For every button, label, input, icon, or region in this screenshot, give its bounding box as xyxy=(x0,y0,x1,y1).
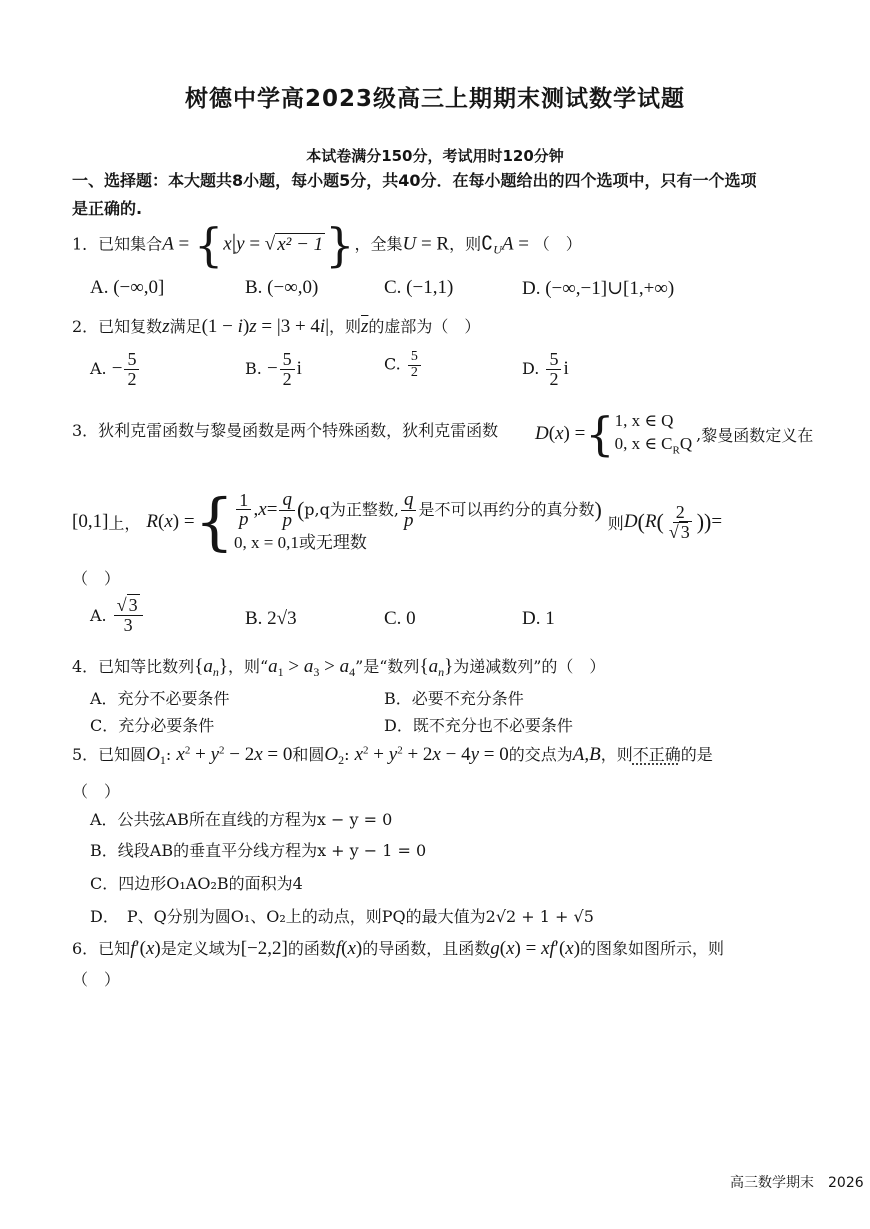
riemann-definition: [0,1] 上， R ( x ) = { $\frac{1}{p}$ , x = $\frac{q}{p}$ ( p,q为正整数, $\frac{q}{p}$ 是不可以再约分的真分数 ) 0, x = 0,1或无理数 则 D ( R ( $\frac{2}{√ 3}$ )) = xyxy=(72,485,723,559)
q1-option-c: C. (−1,1) xyxy=(384,277,454,298)
question-2: 2．已知复数z满足(1 − i)z = |3 + 4i|，则$\overline{z}$的虚部为（ ） xyxy=(72,316,481,337)
q2-option-b: B. − $\frac{5}{2}$ i xyxy=(245,349,302,389)
dirichlet-definition: D ( x ) = { 1, x ∈ Q 0, x ∈ $C_RQ$ , 黎曼函数定义在 xyxy=(535,407,814,462)
question-3: 3．狄利克雷函数与黎曼函数是两个特殊函数，狄利克雷函数 xyxy=(72,421,499,440)
question-6: 6．已知f′(x)是定义域为[−2,2]的函数f(x)的导函数，且函数g(x) = xf′(x)的图象如图所示，则 xyxy=(72,938,725,959)
question-1: 1．已知集合A = {x|y = √ x² − 1}，全集U = R，则$∁_UA$ = （ ） xyxy=(72,218,582,272)
q3-paren: （ ） xyxy=(72,569,121,588)
q3-option-b: B. 2√3 xyxy=(245,608,297,629)
q1-option-b: B. (−∞,0) xyxy=(245,277,319,298)
page-footer: 高三数学期末 2026 xyxy=(730,1175,864,1191)
q5-option-d: D． P、Q分别为圆O₁、O₂上的动点，则PQ的最大值为2√2 + 1 + √5 xyxy=(90,907,594,926)
page-title: 树德中学高2023级高三上期期末测试数学试题 xyxy=(184,86,685,112)
exam-info: 本试卷满分150分，考试用时120分钟 xyxy=(306,147,564,165)
q2-option-d: D. $\frac{5}{2}$ i xyxy=(522,349,569,389)
section-heading-cont: 是正确的. xyxy=(72,199,143,218)
q1-option-d: D. (−∞,−1]∪[1,+∞) xyxy=(522,278,675,299)
q5-option-c: C．四边形O₁AO₂B的面积为4 xyxy=(90,874,303,893)
q6-paren: （ ） xyxy=(72,970,121,989)
q5-paren: （ ） xyxy=(72,782,121,801)
question-5: 5．已知圆$O_1$: $x^2 + y^2 - 2x = 0$和圆$O_2$: $x^2 + y^2 + 2x - 4y = 0$的交点为A,B，则不正确的是 xyxy=(72,744,713,768)
q4-option-d: D．既不充分也不必要条件 xyxy=(384,716,573,735)
q5-option-b: B．线段AB的垂直平分线方程为x + y − 1 = 0 xyxy=(90,841,427,860)
q4-option-b: B．必要不充分条件 xyxy=(384,689,524,708)
q4-option-a: A．充分不必要条件 xyxy=(90,689,230,708)
q3-option-c: C. 0 xyxy=(384,608,416,629)
q1-option-a: A. (−∞,0] xyxy=(90,277,165,298)
question-4: 4．已知等比数列$\{a_n\}$，则“$a_1 > a_3 > a_4$”是“数列$\{a_n\}$为递减数列”的（ ） xyxy=(72,656,606,680)
q3-option-a: A. $\frac{√ 3}{3}$ xyxy=(90,596,145,635)
q4-option-c: C．充分必要条件 xyxy=(90,716,215,735)
q5-option-a: A．公共弦AB所在直线的方程为x − y = 0 xyxy=(90,810,393,829)
q2-option-c: C. $\frac{5}{2}$ xyxy=(384,350,423,380)
q2-option-a: A. − $\frac{5}{2}$ xyxy=(90,350,141,389)
section-heading: 一、选择题：本大题共8小题，每小题5分，共40分．在每小题给出的四个选项中，只有一个选项 xyxy=(72,171,757,190)
q3-option-d: D. 1 xyxy=(522,608,555,629)
